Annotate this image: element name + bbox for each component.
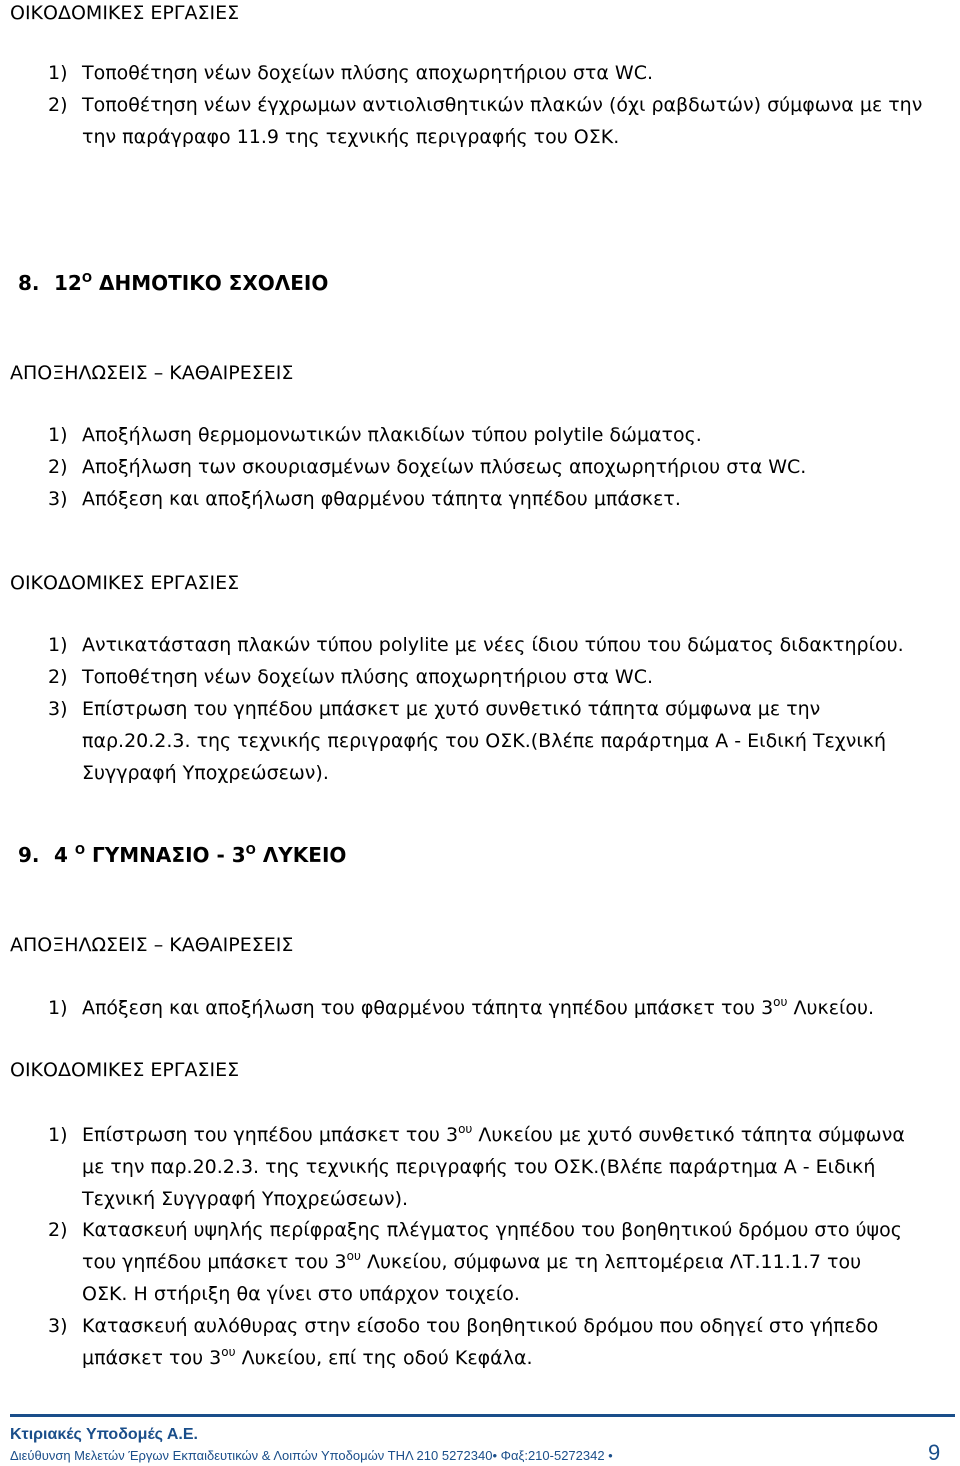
list-item-number: 1) <box>48 62 68 84</box>
list-item-number: 2) <box>48 94 68 116</box>
list-item-number: 3) <box>48 698 68 720</box>
list-item-number: 2) <box>48 1219 68 1241</box>
list-item-continuation: την παράγραφο 11.9 της τεχνικής περιγραφής του ΟΣΚ. <box>82 126 620 148</box>
list-item-number: 2) <box>48 456 68 478</box>
list-item-number: 1) <box>48 424 68 446</box>
list-item-number: 1) <box>48 634 68 656</box>
page-number: 9 <box>928 1440 941 1465</box>
list-item-continuation: Τεχνική Συγγραφή Υποχρεώσεων). <box>82 1188 409 1210</box>
list-item-continuation: με την παρ.20.2.3. της τεχνικής περιγραφής του ΟΣΚ.(Βλέπε παράρτημα Α - Ειδική <box>82 1156 876 1178</box>
list-item-number: 2) <box>48 666 68 688</box>
footer-divider <box>10 1414 955 1417</box>
list-item-continuation: παρ.20.2.3. της τεχνικής περιγραφής του ΟΣΚ.(Βλέπε παράρτημα Α - Ειδική Τεχνική <box>82 730 887 752</box>
list-item: Επίστρωση του γηπέδου μπάσκετ του $3^{o\upsilon}$ Λυκείου με χυτό συνθετικό τάπητα σύμφωνα <box>82 1122 905 1146</box>
list-item: Κατασκευή υψηλής περίφραξης πλέγματος γηπέδου του βοηθητικού δρόμου στο ύψος <box>82 1219 902 1241</box>
section-title: $12^O$ ΔΗΜΟΤΙΚΟ ΣΧΟΛΕΙΟ <box>54 271 329 295</box>
works-heading: ΟΙΚΟΔΟΜΙΚΕΣ ΕΡΓΑΣΙΕΣ <box>10 1059 240 1081</box>
list-item-continuation: ΟΣΚ. Η στήριξη θα γίνει στο υπάρχον τοιχείο. <box>82 1283 520 1305</box>
list-item: Απόξεση και αποξήλωση του φθαρμένου τάπητα γηπέδου μπάσκετ του $3^{o\upsilon}$ Λυκείου. <box>82 995 875 1019</box>
works-heading: ΟΙΚΟΔΟΜΙΚΕΣ ΕΡΓΑΣΙΕΣ <box>10 2 240 24</box>
list-item: Αποξήλωση των σκουριασμένων δοχείων πλύσεως αποχωρητήριου στα WC. <box>82 456 807 478</box>
list-item-continuation: μπάσκετ του $3^{o\upsilon}$ Λυκείου, επί της οδού Κεφάλα. <box>82 1345 533 1369</box>
list-item-number: 1) <box>48 997 68 1019</box>
list-item: Τοποθέτηση νέων έγχρωμων αντιολισθητικών πλακών (όχι ραβδωτών) σύμφωνα με την <box>82 94 923 116</box>
list-item-continuation: Συγγραφή Υποχρεώσεων). <box>82 762 329 784</box>
list-item-number: 1) <box>48 1124 68 1146</box>
list-item-number: 3) <box>48 1315 68 1337</box>
demolitions-heading: ΑΠΟΞΗΛΩΣΕΙΣ – ΚΑΘΑΙΡΕΣΕΙΣ <box>10 362 294 384</box>
list-item-number: 3) <box>48 488 68 510</box>
demolitions-heading: ΑΠΟΞΗΛΩΣΕΙΣ – ΚΑΘΑΙΡΕΣΕΙΣ <box>10 934 294 956</box>
list-item: Τοποθέτηση νέων δοχείων πλύσης αποχωρητήριου στα WC. <box>82 666 654 688</box>
footer-company-name: Κτιριακές Υποδομές Α.Ε. <box>10 1426 198 1443</box>
list-item: Απόξεση και αποξήλωση φθαρμένου τάπητα γηπέδου μπάσκετ. <box>82 488 681 510</box>
list-item-continuation: του γηπέδου μπάσκετ του $3^{o\upsilon}$ Λυκείου, σύμφωνα με τη λεπτομέρεια ΛΤ.11.1.7 του <box>82 1249 862 1273</box>
list-item: Αποξήλωση θερμομονωτικών πλακιδίων τύπου polytile δώματος. <box>82 424 702 446</box>
works-heading: ΟΙΚΟΔΟΜΙΚΕΣ ΕΡΓΑΣΙΕΣ <box>10 572 240 594</box>
footer-contact-info: Διεύθυνση Μελετών Έργων Εκπαιδευτικών & Λοιπών Υποδομών ΤΗΛ 210 5272340• Φαξ:210-5272342 • <box>10 1448 613 1463</box>
section-number: 9. <box>18 843 40 867</box>
list-item: Αντικατάσταση πλακών τύπου polylite με νέες ίδιου τύπου του δώματος διδακτηρίου. <box>82 634 904 656</box>
section-title: 4 $^O$ ΓΥΜΝΑΣΙΟ - $3^O$ ΛΥΚΕΙΟ <box>54 843 347 867</box>
list-item: Επίστρωση του γηπέδου μπάσκετ με χυτό συνθετικό τάπητα σύμφωνα με την <box>82 698 821 720</box>
list-item: Κατασκευή αυλόθυρας στην είσοδο του βοηθητικού δρόμου που οδηγεί στο γήπεδο <box>82 1315 879 1337</box>
list-item: Τοποθέτηση νέων δοχείων πλύσης αποχωρητήριου στα WC. <box>82 62 654 84</box>
section-number: 8. <box>18 271 40 295</box>
